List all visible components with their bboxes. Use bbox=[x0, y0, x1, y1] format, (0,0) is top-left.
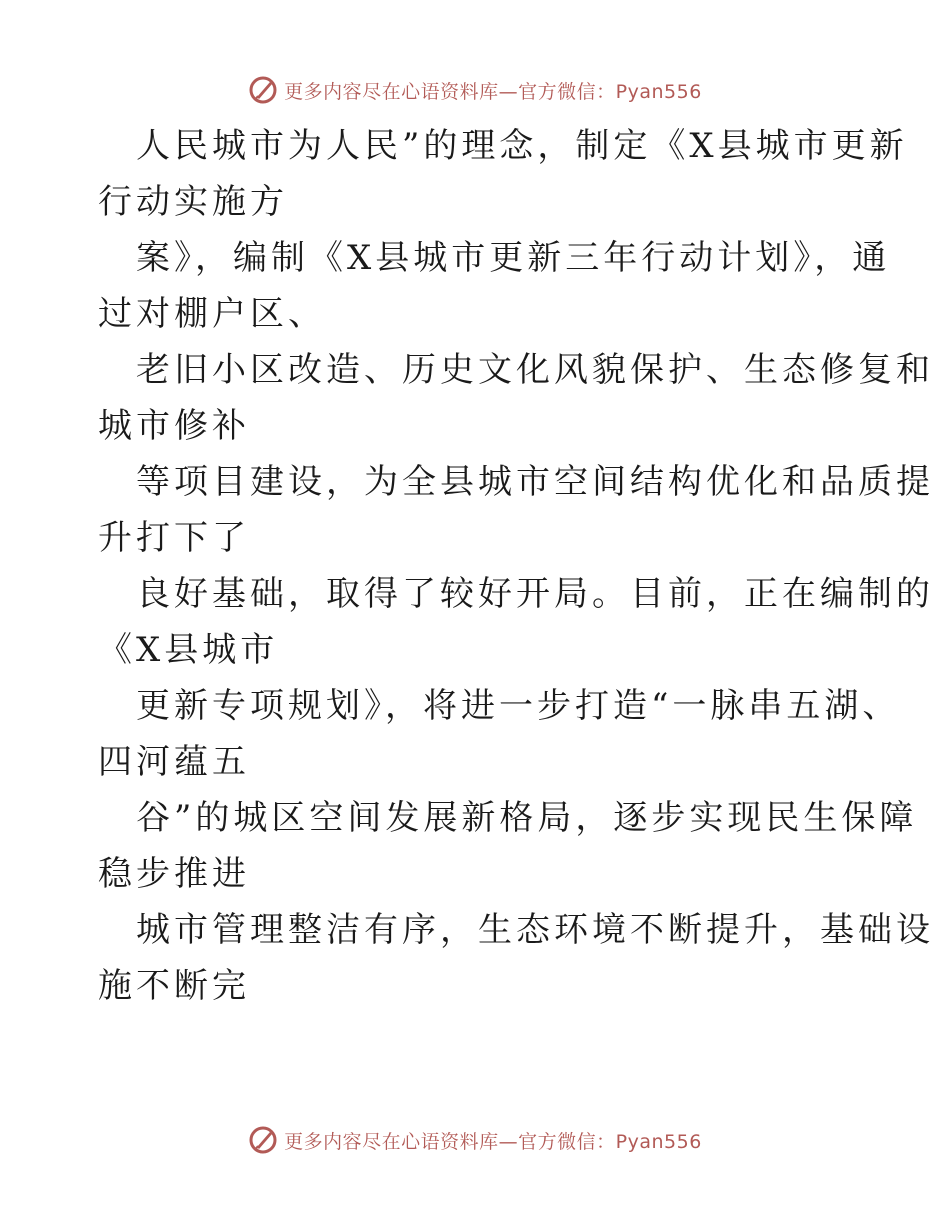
text-line: 行动实施方 bbox=[98, 182, 288, 222]
text-line: 城市管理整洁有序，生态环境不断提升，基础设 bbox=[136, 910, 934, 950]
header-watermark bbox=[0, 72, 950, 108]
document-body bbox=[98, 118, 934, 1014]
text-line: 等项目建设，为全县城市空间结构优化和品质提 bbox=[136, 462, 934, 502]
quill-pen-logo-icon bbox=[248, 1125, 278, 1155]
watermark-text: 更多内容尽在心语资料库—官方微信：Pyan556 bbox=[284, 80, 702, 103]
text-line: 稳步推进 bbox=[98, 854, 250, 894]
text-line: 过对棚户区、 bbox=[98, 294, 326, 334]
footer-watermark bbox=[0, 1122, 950, 1158]
text-line: 城市修补 bbox=[98, 406, 250, 446]
text-line: 更新专项规划》，将进一步打造“一脉串五湖、 bbox=[136, 686, 901, 726]
quill-pen-logo-icon bbox=[248, 75, 278, 105]
watermark-text: 更多内容尽在心语资料库—官方微信：Pyan556 bbox=[284, 1130, 702, 1153]
text-line: 升打下了 bbox=[98, 518, 250, 558]
text-line: 谷”的城区空间发展新格局，逐步实现民生保障 bbox=[136, 798, 918, 838]
text-line: 四河蕴五 bbox=[98, 742, 250, 782]
text-line: 老旧小区改造、历史文化风貌保护、生态修复和 bbox=[136, 350, 934, 390]
text-line: 案》，编制《X县城市更新三年行动计划》，通 bbox=[136, 238, 891, 278]
text-line: 施不断完 bbox=[98, 966, 250, 1006]
text-line: 《X县城市 bbox=[98, 630, 279, 670]
text-line: 人民城市为人民”的理念，制定《X县城市更新 bbox=[136, 126, 908, 166]
text-line: 良好基础，取得了较好开局。目前，正在编制的 bbox=[136, 574, 934, 614]
